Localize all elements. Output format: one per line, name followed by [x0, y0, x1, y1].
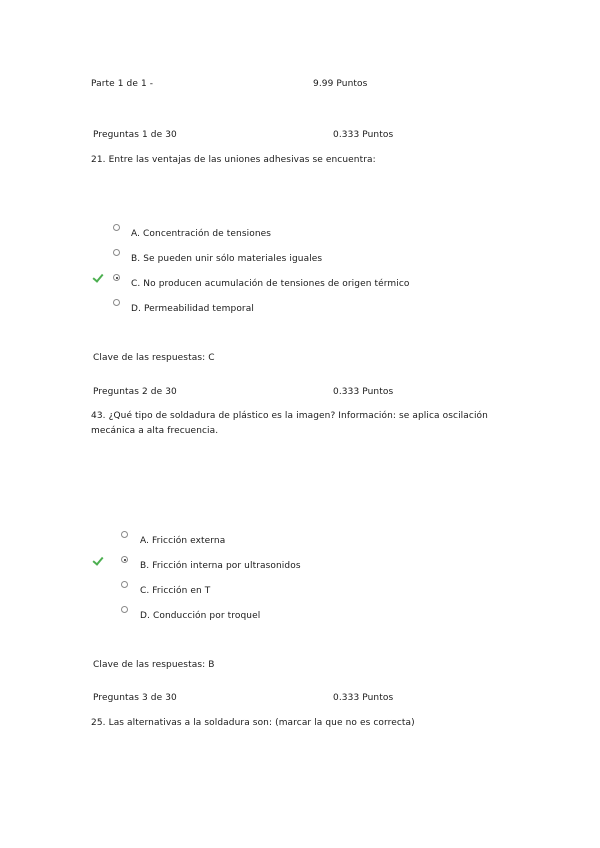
option-label-d: D. Permeabilidad temporal	[131, 304, 254, 314]
question-points: 0.333 Puntos	[333, 693, 394, 703]
option-label-b: B. Fricción interna por ultrasonidos	[140, 561, 301, 571]
part-label: Parte 1 de 1 -	[91, 79, 154, 89]
option-label-a: A. Concentración de tensiones	[131, 229, 272, 239]
option-radio-c[interactable]	[113, 274, 120, 281]
question-header: Preguntas 1 de 30	[93, 130, 177, 140]
option-radio-d[interactable]	[113, 299, 120, 306]
question-text: 21. Entre las ventajas de las uniones adhesivas se encuentra:	[91, 155, 376, 165]
question-header: Preguntas 2 de 30	[93, 387, 177, 397]
option-label-d: D. Conducción por troquel	[140, 611, 261, 621]
question-header: Preguntas 3 de 30	[93, 693, 177, 703]
option-label-a: A. Fricción externa	[140, 536, 226, 546]
question-text: 25. Las alternativas a la soldadura son: (marcar la que no es correcta)	[91, 718, 415, 728]
option-radio-d[interactable]	[121, 606, 128, 613]
option-radio-b[interactable]	[113, 249, 120, 256]
option-label-b: B. Se pueden unir sólo materiales iguales	[131, 254, 323, 264]
correct-check-icon	[92, 271, 103, 283]
answer-key: Clave de las respuestas: B	[93, 660, 215, 670]
option-radio-c[interactable]	[121, 581, 128, 588]
correct-check-icon	[92, 554, 103, 566]
question-points: 0.333 Puntos	[333, 387, 394, 397]
option-radio-b[interactable]	[121, 556, 128, 563]
option-label-c: C. Fricción en T	[140, 586, 211, 596]
option-radio-a[interactable]	[113, 224, 120, 231]
answer-key: Clave de las respuestas: C	[93, 353, 215, 363]
option-radio-a[interactable]	[121, 531, 128, 538]
part-points: 9.99 Puntos	[313, 79, 368, 89]
option-label-c: C. No producen acumulación de tensiones de origen térmico	[131, 279, 410, 289]
question-points: 0.333 Puntos	[333, 130, 394, 140]
question-text: 43. ¿Qué tipo de soldadura de plástico es la imagen? Información: se aplica oscilación mecánica a alta frecuencia.	[91, 411, 488, 436]
